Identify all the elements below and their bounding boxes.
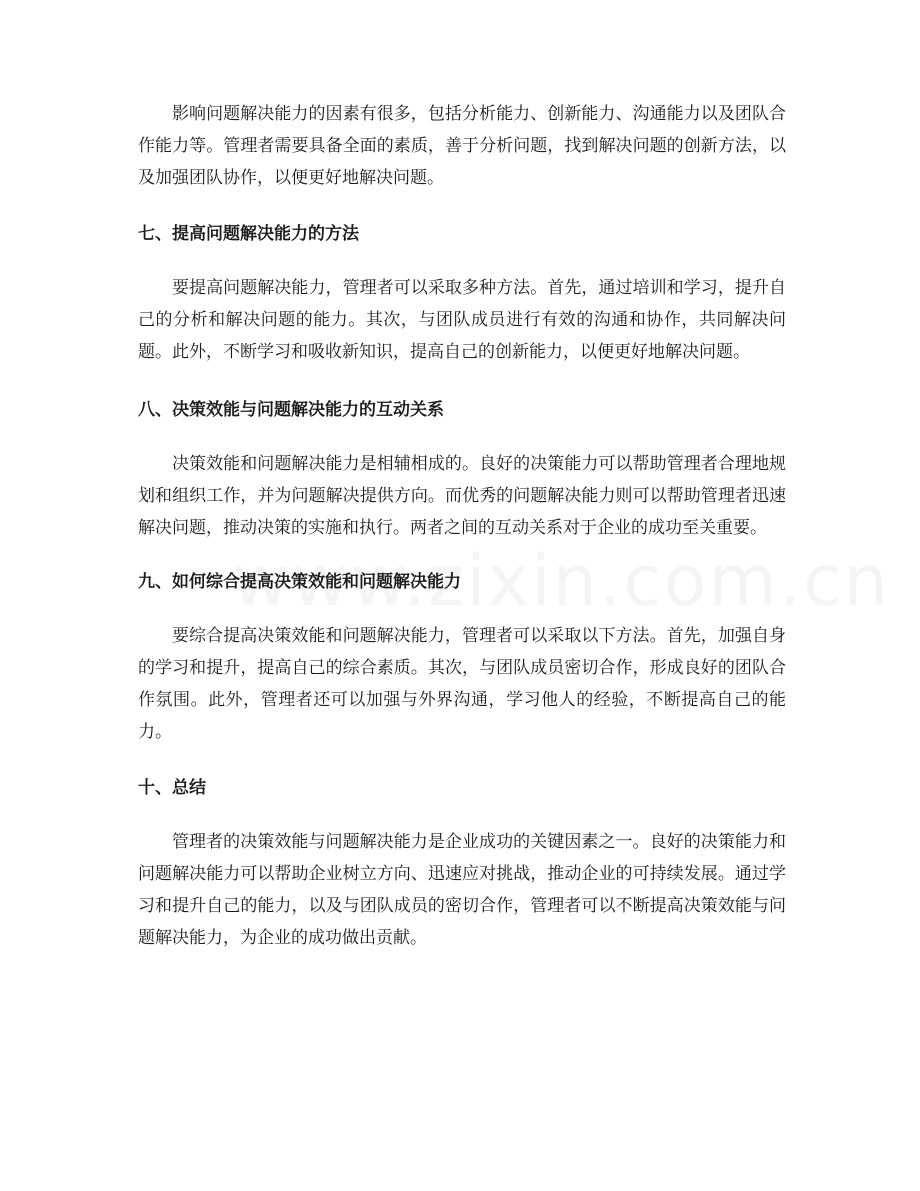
section-body-10: 管理者的决策效能与问题解决能力是企业成功的关键因素之一。良好的决策能力和问题解决能力可以帮助企业树立方向、迅速应对挑战，推动企业的可持续发展。通过学习和提升自己的能力，以及与团队成员的密切合作，管理者可以不断提高决策效能与问题解决能力，为企业的成功做出贡献。 [138,832,786,948]
section-body-9: 要综合提高决策效能和问题解决能力，管理者可以采取以下方法。首先，加强自身的学习和提升，提高自己的综合素质。其次，与团队成员密切合作，形成良好的团队合作氛围。此外，管理者还可以加强与外界沟通，学习他人的经验，不断提高自己的能力。 [138,626,786,742]
section-heading-9: 九、如何综合提高决策效能和问题解决能力 [138,572,461,592]
section-heading-8: 八、决策效能与问题解决能力的互动关系 [138,400,444,420]
section-body-7: 要提高问题解决能力，管理者可以采取多种方法。首先，通过培训和学习，提升自己的分析和解决问题的能力。其次，与团队成员进行有效的沟通和协作，共同解决问题。此外，不断学习和吸收新知识，提高自己的创新能力，以便更好地解决问题。 [138,278,786,362]
section-heading-10: 十、总结 [138,778,206,798]
intro-paragraph: 影响问题解决能力的因素有很多，包括分析能力、创新能力、沟通能力以及团队合作能力等。管理者需要具备全面的素质，善于分析问题，找到解决问题的创新方法，以及加强团队协作，以便更好地解决问题。 [138,104,786,188]
section-heading-7: 七、提高问题解决能力的方法 [138,224,359,244]
section-body-8: 决策效能和问题解决能力是相辅相成的。良好的决策能力可以帮助管理者合理地规划和组织工作，并为问题解决提供方向。而优秀的问题解决能力则可以帮助管理者迅速解决问题，推动决策的实施和执行。两者之间的互动关系对于企业的成功至关重要。 [138,454,786,538]
document-page [138,98,786,954]
